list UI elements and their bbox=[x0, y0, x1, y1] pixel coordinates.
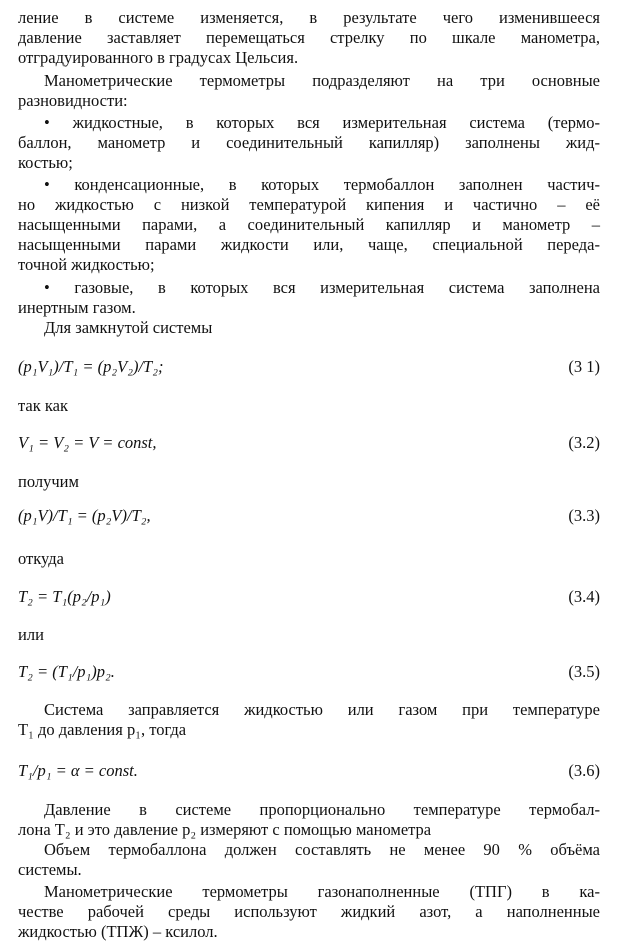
text-line: баллон, манометр и соединительный капилляр) заполнены жид- bbox=[18, 133, 600, 152]
text-line: лона T₂ и это давление p₂ измеряют с помощью манометра bbox=[18, 820, 432, 839]
equation-number: (3.4) bbox=[568, 587, 600, 606]
text-line: отградуированного в градусах Цельсия. bbox=[18, 48, 299, 67]
text-line: ление в системе изменяется, в результате чего изменившееся bbox=[18, 8, 600, 27]
equation-formula: T₁/p₁ = α = const. bbox=[18, 761, 138, 780]
bullet-line: • конденсационные, в которых термобаллон заполнен частич- bbox=[44, 175, 600, 194]
equation-formula: (p₁V)/T₁ = (p₂V)/T₂, bbox=[18, 506, 151, 525]
text-line: честве рабочей среды используют жидкий азот, а наполненные bbox=[18, 902, 600, 921]
paragraph-line: Давление в системе пропорционально температуре термобал- bbox=[44, 800, 600, 819]
text-line: T₁ до давления p₁, тогда bbox=[18, 720, 187, 739]
equation-formula: T₂ = (T₁/p₁)p₂. bbox=[18, 662, 115, 681]
text-line: системы. bbox=[18, 860, 82, 879]
paragraph-line: Манометрические термометры подразделяют на три основные bbox=[44, 71, 600, 90]
text-line: так как bbox=[18, 396, 68, 415]
paragraph-line: Объем термобаллона должен составлять не менее 90 % объёма bbox=[44, 840, 600, 859]
paragraph-line: Манометрические термометры газонаполненные (ТПГ) в ка- bbox=[44, 882, 600, 901]
text-line: или bbox=[18, 625, 44, 644]
equation-number: (3.3) bbox=[568, 506, 600, 525]
equation-formula: V₁ = V₂ = V = const, bbox=[18, 433, 157, 452]
equation-formula: (p₁V₁)/T₁ = (p₂V₂)/T₂; bbox=[18, 357, 164, 376]
bullet-line: • жидкостные, в которых вся измерительная система (термо- bbox=[44, 113, 600, 132]
text-line: точной жидкостью; bbox=[18, 255, 155, 274]
text-line: насыщенными парами жидкости или, чаще, специальной переда- bbox=[18, 235, 600, 254]
equation-number: (3.5) bbox=[568, 662, 600, 681]
text-line: откуда bbox=[18, 549, 64, 568]
equation-number: (3.2) bbox=[568, 433, 600, 452]
text-line: но жидкостью с низкой температурой кипения и частично – её bbox=[18, 195, 600, 214]
text-line: разновидности: bbox=[18, 91, 128, 110]
paragraph-line: Для замкнутой системы bbox=[44, 318, 213, 337]
text-line: инертным газом. bbox=[18, 298, 136, 317]
text-line: насыщенными парами, а соединительный капилляр и манометр – bbox=[18, 215, 600, 234]
paragraph-line: Система заправляется жидкостью или газом при температуре bbox=[44, 700, 600, 719]
equation-formula: T₂ = T₁(p₂/p₁) bbox=[18, 587, 111, 606]
text-line: получим bbox=[18, 472, 79, 491]
equation-number: (3.6) bbox=[568, 761, 600, 780]
equation-number: (3 1) bbox=[568, 357, 600, 376]
text-line: давление заставляет перемещаться стрелку по шкале манометра, bbox=[18, 28, 600, 47]
text-line: жидкостью (ТПЖ) – ксилол. bbox=[18, 922, 218, 941]
bullet-line: • газовые, в которых вся измерительная система заполнена bbox=[44, 278, 600, 297]
text-line: костью; bbox=[18, 153, 73, 172]
